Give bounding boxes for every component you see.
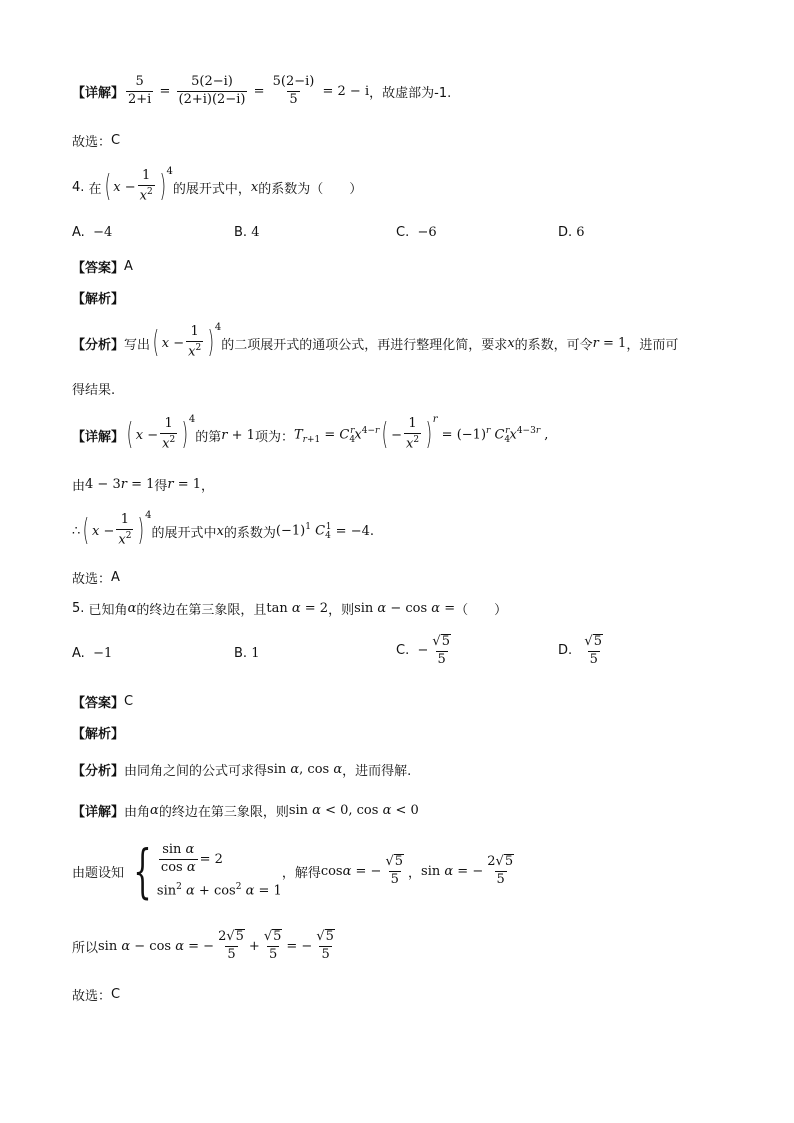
- q3-tail: ，故虚部为-1.: [369, 85, 452, 101]
- option-c: C. − √ 5 5: [396, 634, 450, 667]
- option-d: D. 6: [558, 225, 585, 240]
- q5-stem: 5. 已知角 α 的终边在第三象限，且 tan α = 2 ，则 sin α − cos α = （ ）: [72, 600, 508, 618]
- option-b: B. 4: [234, 225, 260, 240]
- option-b: B. 1: [234, 646, 260, 661]
- q5-so: 所以 sin α − cos α = − 2 √ 5 5 + √ 5 5 = − √ 5 5: [72, 929, 334, 962]
- choose-answer: C: [111, 132, 121, 148]
- option-c: C. −6: [396, 225, 437, 240]
- detail-label: 【详解】: [72, 85, 125, 101]
- q4-stem: 4. 在 ( x − $\frac{1}{x^2}$ ) 4 的展开式中， x 的系数为（ ）: [72, 165, 363, 204]
- fraction: $\frac{5(2-i)}{(2+i)(2-i)}$: [178, 73, 246, 107]
- option-d: D. √ 5 5: [558, 634, 602, 667]
- q3-choose: [72, 130, 120, 150]
- q4-answer: 【答案】 A: [72, 258, 133, 276]
- q4-analysis-label: 【解析】: [72, 291, 125, 307]
- option-a: A. −4: [72, 225, 113, 240]
- fraction: $\frac{5(2-i)}{5}$: [272, 73, 315, 107]
- q5-answer: 【答案】 C: [72, 693, 134, 711]
- question-number: 5.: [72, 600, 85, 616]
- q5-choose: 故选： C: [72, 986, 121, 1004]
- q5-fenxi: 【分析】 由同角之间的公式可求得 sin α, cos α ，进而得解.: [72, 761, 412, 779]
- choose-label: 故选：: [72, 134, 112, 150]
- q5-analysis-label: 【解析】: [72, 726, 125, 742]
- q4-by-line: 由 4 − 3r = 1 得 r = 1 ，: [72, 476, 215, 494]
- q4-choose: 故选： A: [72, 569, 120, 587]
- q4-therefore: ∴ ( x − $\frac{1}{x^2}$ ) 4 的展开式中 x 的系数为 $(-1)^1$ $C_4^1$ = −4.: [72, 509, 374, 548]
- q5-system: 由题设知 { $\frac{\text{sin α}}{\text{cos α}}$ = 2 $\sin^2 \alpha + \cos^2 \alpha = 1$ ，解得 cosα = − √ 5 5 ， sin α = − 2 √ 5 5: [72, 837, 514, 905]
- q3-detail-line: 【详解】 $\frac{5}{2+i}$ = $\frac{5(2-i)}{(2+i)(2-i)}$ = $\frac{5(2-i)}{5}$ = 2 − i ，故虚部为-1.: [72, 73, 452, 107]
- equation-system: { $\frac{\text{sin α}}{\text{cos α}}$ = 2 $\sin^2 \alpha + \cos^2 \alpha = 1$: [133, 837, 282, 905]
- question-number: 4.: [72, 179, 85, 195]
- q4-fenxi-line2: 得结果.: [72, 382, 116, 398]
- q4-detail: 【详解】 ( x − $\frac{1}{x^2}$ ) 4 的第 r + 1 项为： $T_{r+1} = C_4^rx^{4-r}$ ( − $\frac{1}{x^2}$ ) r = $(-1)^r$ $C_4^rx^{4-3r}$ ,: [72, 413, 549, 452]
- q4-fenxi: 【分析】 写出 ( x − $\frac{1}{x^2}$ ) 4 的二项展开式的通项公式，再进行整理化简，要求 x 的系数，可令 r = 1 ，进而可: [72, 321, 679, 360]
- fraction: $\frac{5}{2+i}$: [128, 73, 152, 107]
- q5-detail: 【详解】 由角 α 的终边在第三象限，则 sin α < 0, cos α < 0: [72, 802, 419, 820]
- option-a: A. −1: [72, 646, 113, 661]
